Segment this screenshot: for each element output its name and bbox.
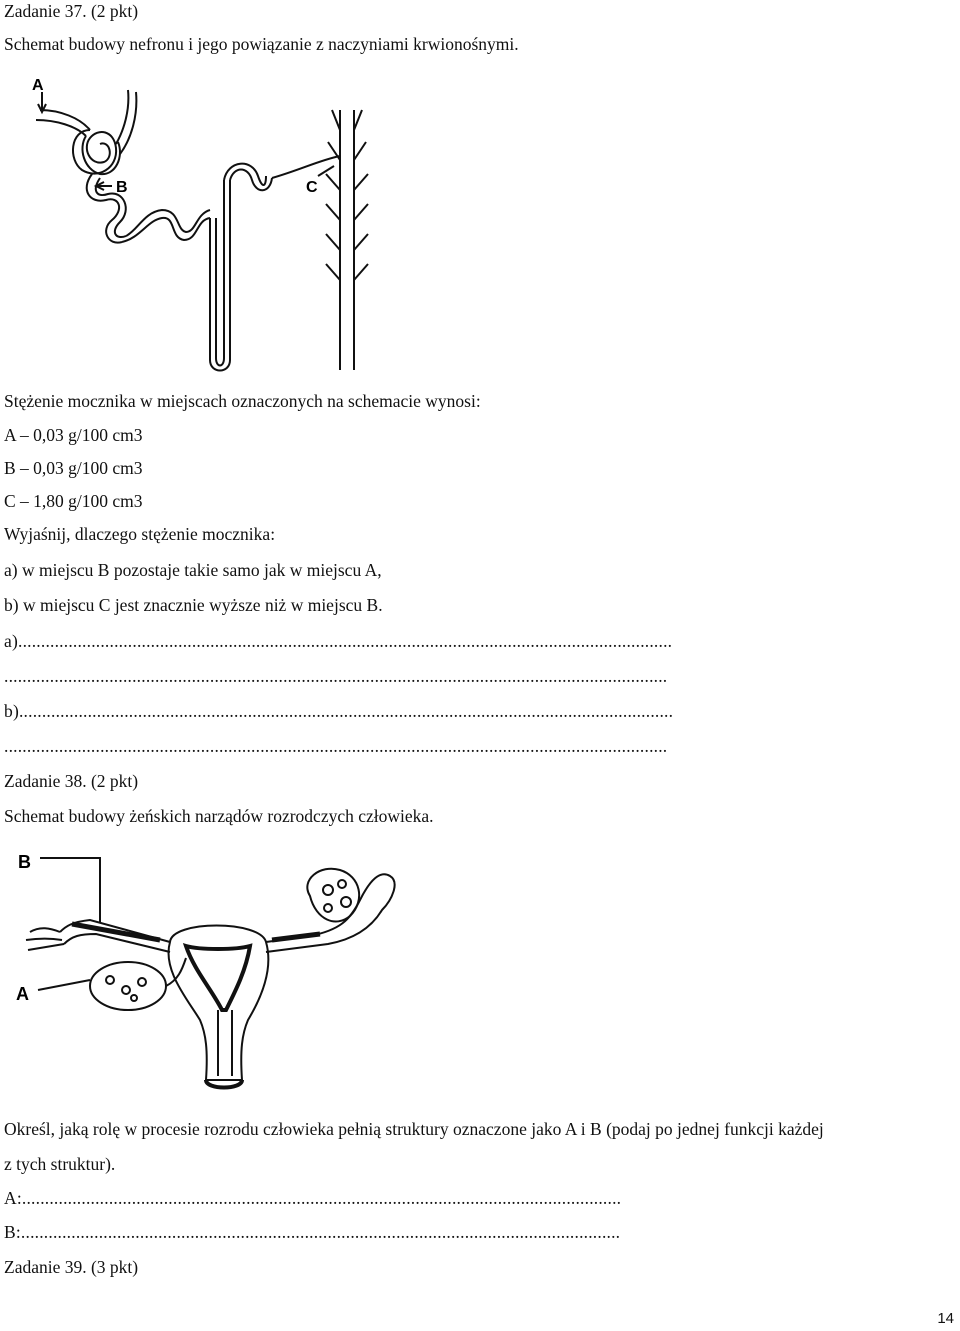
answer-line-a2[interactable]: ................................................................................................................................................. [4, 666, 668, 686]
urea-intro: Stężenie mocznika w miejscach oznaczonych na schemacie wynosi: [4, 391, 481, 411]
answer-line-b[interactable]: B:................................................................................................................................... [4, 1222, 621, 1242]
subquestion-a: a) w miejscu B pozostaje takie samo jak w miejscu A, [4, 560, 382, 580]
subquestion-b: b) w miejscu C jest znacznie wyższe niż w miejscu B. [4, 595, 383, 615]
value-c: C – 1,80 g/100 cm3 [4, 491, 143, 511]
value-a: A – 0,03 g/100 cm3 [4, 425, 143, 445]
task37-caption: Schemat budowy nefronu i jego powiązanie z naczyniami krwionośnymi. [4, 34, 519, 54]
label-b: B [116, 179, 128, 196]
task38-question-line1: Określ, jaką rolę w procesie rozrodu człowieka pełnią struktury oznaczone jako A i B (podaj po jednej funkcji każdej [4, 1119, 824, 1139]
answer-line-b1[interactable]: b)............................................................................................................................................... [4, 701, 674, 721]
label-c: C [306, 179, 318, 196]
task37-header: Zadanie 37. (2 pkt) [4, 1, 139, 21]
answer-line-a[interactable]: A:................................................................................................................................... [4, 1188, 622, 1208]
page-number: 14 [937, 1310, 954, 1327]
female-reproductive-diagram [10, 840, 410, 1100]
answer-line-b2[interactable]: ................................................................................................................................................. [4, 736, 668, 756]
label-b-female: B [18, 852, 31, 872]
label-a: A [32, 77, 44, 94]
answer-line-a1[interactable]: a)............................................................................................................................................... [4, 631, 673, 651]
task38-caption: Schemat budowy żeńskich narządów rozrodczych człowieka. [4, 806, 434, 826]
nephron-diagram [20, 70, 390, 380]
label-a-female: A [16, 984, 29, 1004]
task38-header: Zadanie 38. (2 pkt) [4, 771, 139, 791]
value-b: B – 0,03 g/100 cm3 [4, 458, 143, 478]
task39-header: Zadanie 39. (3 pkt) [4, 1257, 139, 1277]
task38-question-line2: z tych struktur). [4, 1154, 116, 1174]
task37-question: Wyjaśnij, dlaczego stężenie mocznika: [4, 524, 276, 544]
